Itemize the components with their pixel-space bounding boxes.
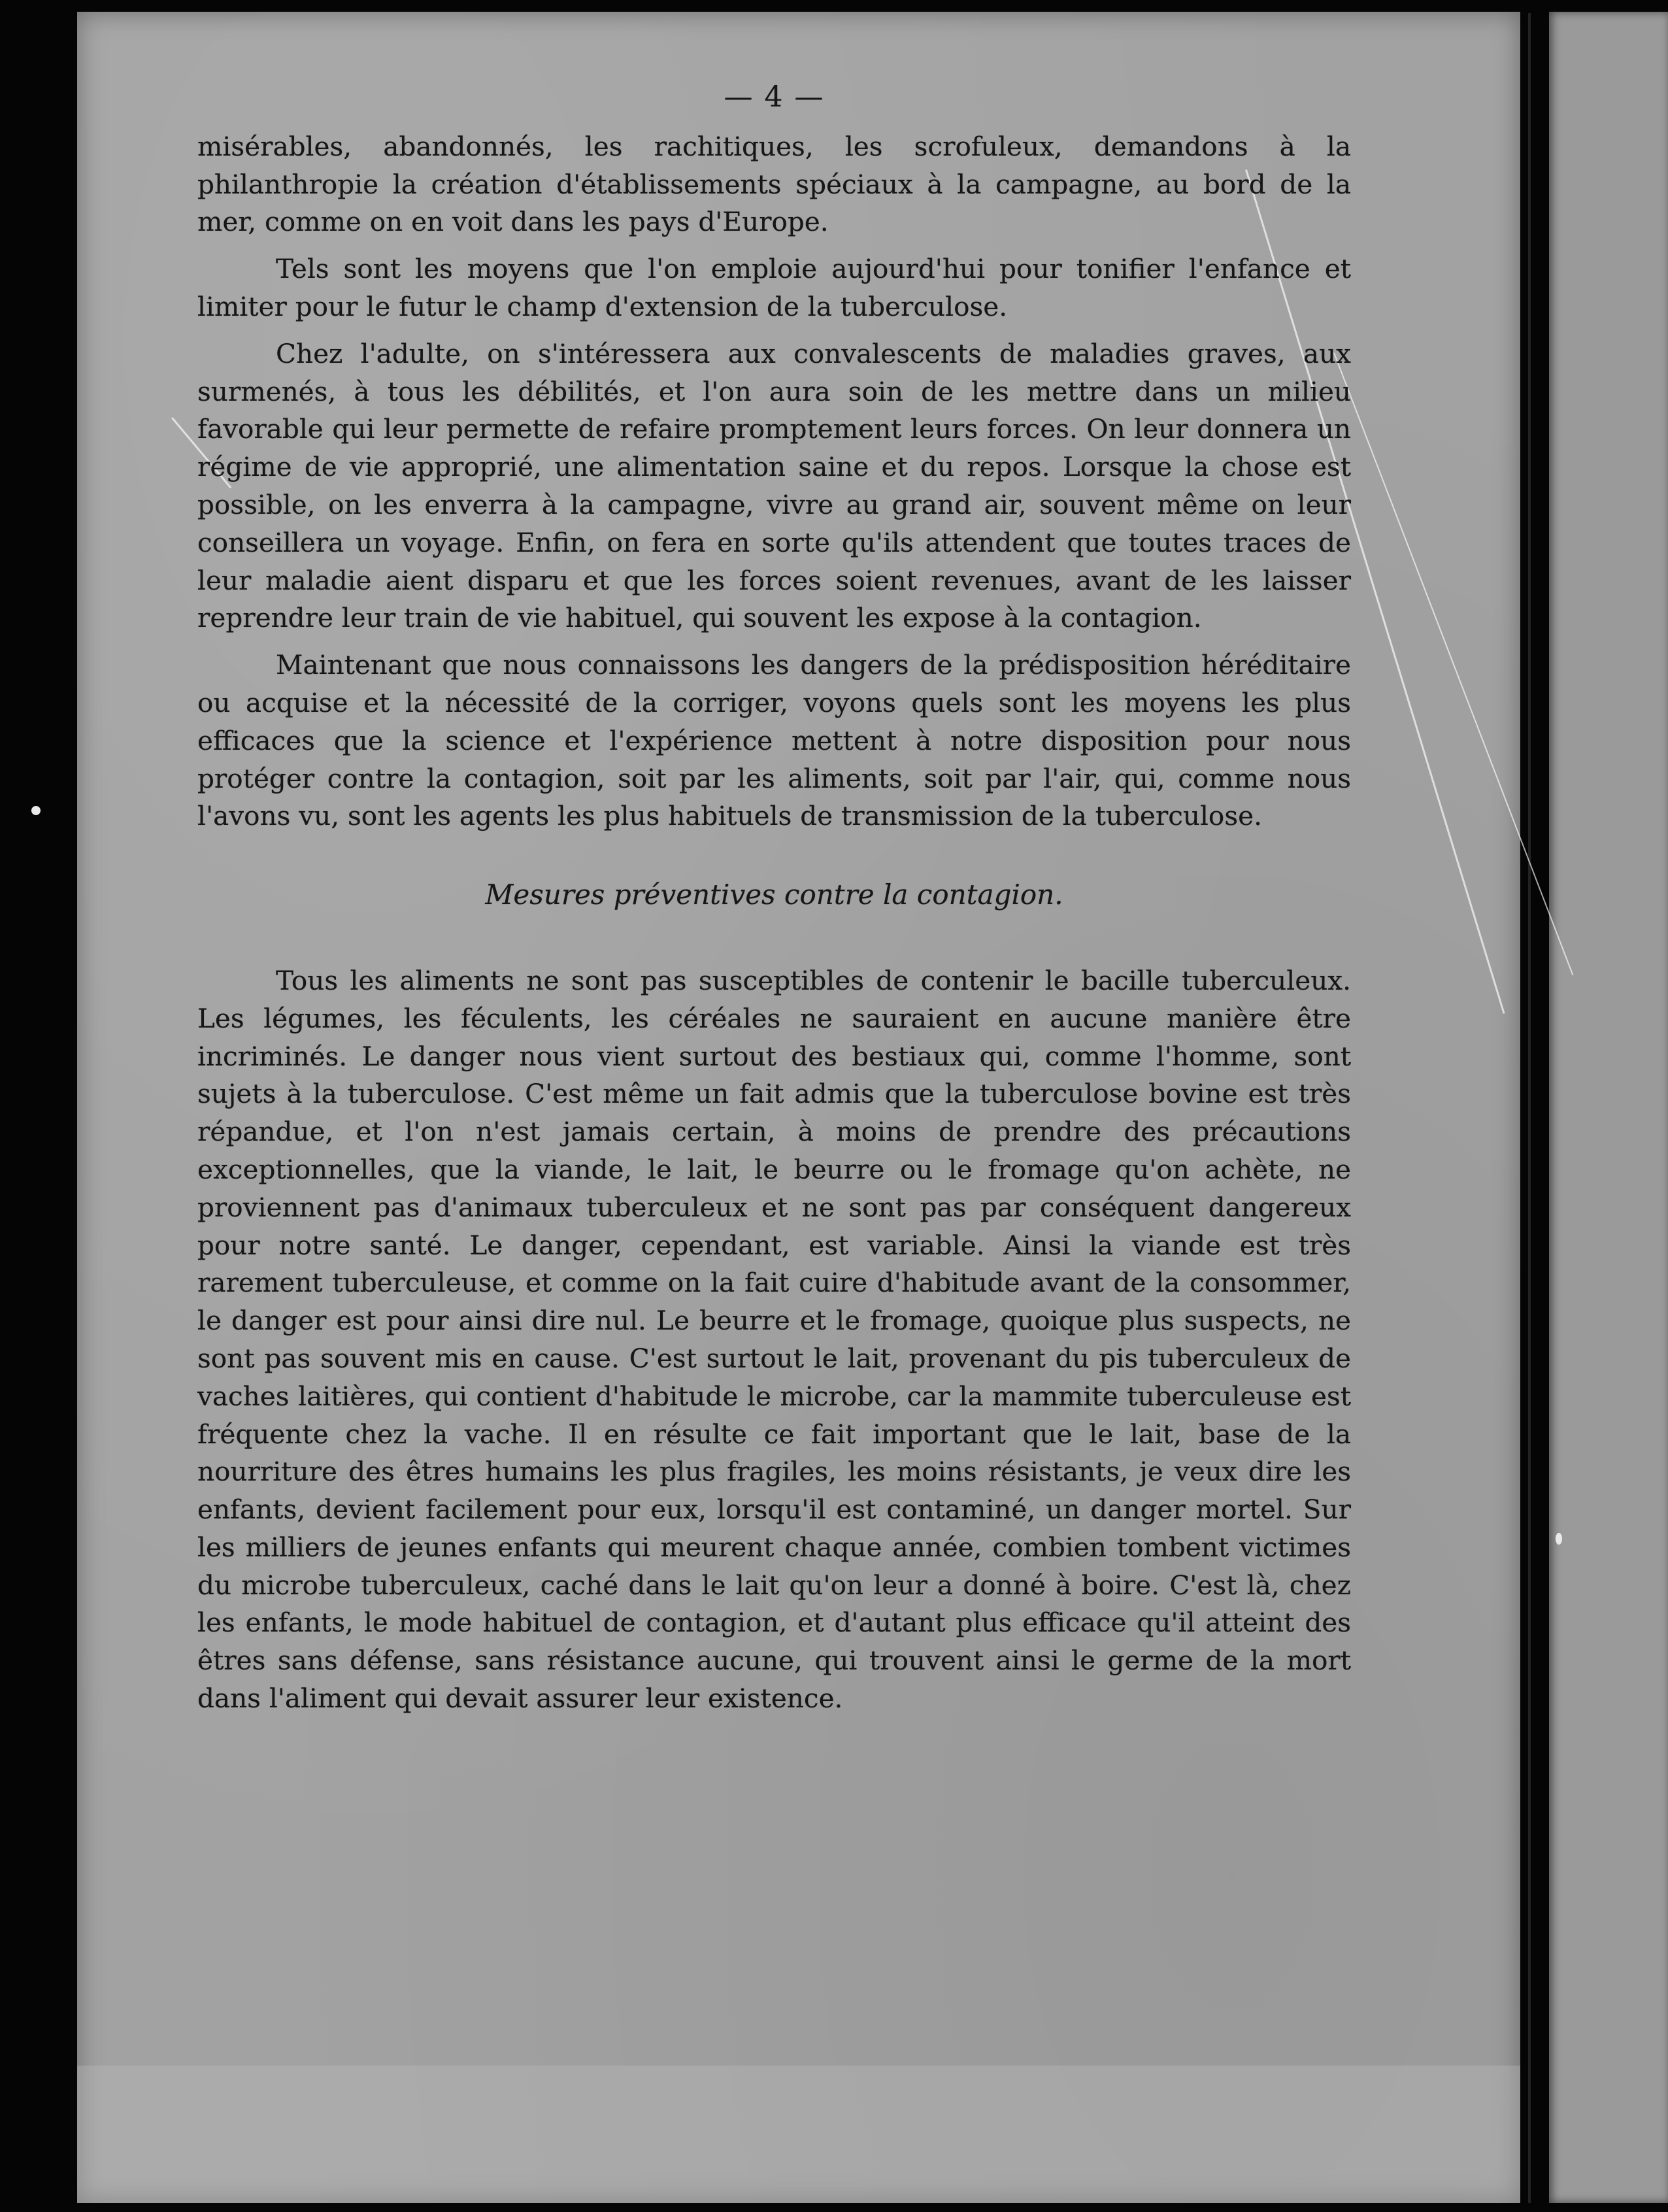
page-number: — 4 — [724, 80, 825, 114]
adjacent-page-edge [1549, 12, 1668, 2203]
scan-speck [1556, 1533, 1562, 1545]
paragraph-intro-2: Tels sont les moyens que l'on emploie aujourd'hui pour tonifier l'enfance et limiter pour le futur le champ d'extension de la tuberculose. [197, 253, 1351, 322]
paragraph-section-1: Tous les aliments ne sont pas susceptibles de contenir le bacille tuberculeux. Les légumes, les féculents, les céréales ne sauraient en aucune manière être incriminés. Le danger nous vient surtout des bestiaux qui, comme l'homme, sont sujets à la tuberculose. C'est même un fait admis que la tuberculose bovine est très répandue, et l'on n'est jamais certain, à moins de prendre des précautions exceptionnelles, que la viande, le lait, le beurre ou le fromage qu'on achète, ne proviennent pas d'animaux tuberculeux et ne sont pas par conséquent dangereux pour notre santé. Le danger, cependant, est variable. Ainsi la viande est très rarement tuberculeuse, et comme on la fait cuire d'habitude avant de la consommer, le danger est pour ainsi dire nul. Le beurre et le fromage, quoique plus suspects, ne sont pas souvent mis en cause. C'est surtout le lait, provenant du pis tuberculeux de vaches laitières, qui contient d'habitude le microbe, car la mammite tuberculeuse est fréquente chez la vache. Il en résulte ce fait important que le lait, base de la nourriture des êtres humains les plus fragiles, les moins résistants, je veux dire les enfants, devient facilement pour eux, lorsqu'il est contaminé, un danger mortel. Sur les milliers de jeunes enfants qui meurent chaque année, combien tombent victimes du microbe tuberculeux, caché dans le lait qu'on leur a donné à boire. C'est là, chez les enfants, le mode habituel de contagion, et d'autant plus efficace qu'il atteint des êtres sans défense, sans résistance aucune, qui trouvent ainsi le germe de la mort dans l'aliment qui devait assurer leur existence. [197, 964, 1351, 1715]
page-text [197, 78, 1351, 1727]
section-heading: Mesures préventives contre la contagion. [485, 879, 1063, 911]
scan-speck [31, 806, 41, 815]
paragraph-intro-4: Maintenant que nous connaissons les dangers de la prédisposition héréditaire ou acquise et la nécessité de la corriger, voyons quels sont les moyens les plus efficaces que la science et l'expérience mettent à notre disposition pour nous protéger contre la contagion, soit par les aliments, soit par l'air, qui, comme nous l'avons vu, sont les agents les plus habituels de transmission de la tuberculose. [197, 649, 1351, 832]
paragraph-intro-3: Chez l'adulte, on s'intéressera aux convalescents de maladies graves, aux surmenés, à tous les débilités, et l'on aura soin de les mettre dans un milieu favorable qui leur permette de refaire promptement leurs forces. On leur donnera un régime de vie approprié, une alimentation saine et du repos. Lorsque la chose est possible, on les enverra à la campagne, vivre au grand air, souvent même on leur conseillera un voyage. Enfin, on fera en sorte qu'ils attendent que toutes traces de leur maladie aient disparu et que les forces soient revenues, avant de les laisser reprendre leur train de vie habituel, qui souvent les expose à la contagion. [197, 337, 1351, 634]
paragraph-intro-1: misérables, abandonnés, les rachitiques, les scrofuleux, demandons à la philanthropie la création d'établissements spéciaux à la campagne, au bord de la mer, comme on en voit dans les pays d'Europe. [197, 130, 1351, 238]
page-gutter-line [1528, 13, 1531, 2203]
page-bottom-shade [77, 2066, 1520, 2203]
